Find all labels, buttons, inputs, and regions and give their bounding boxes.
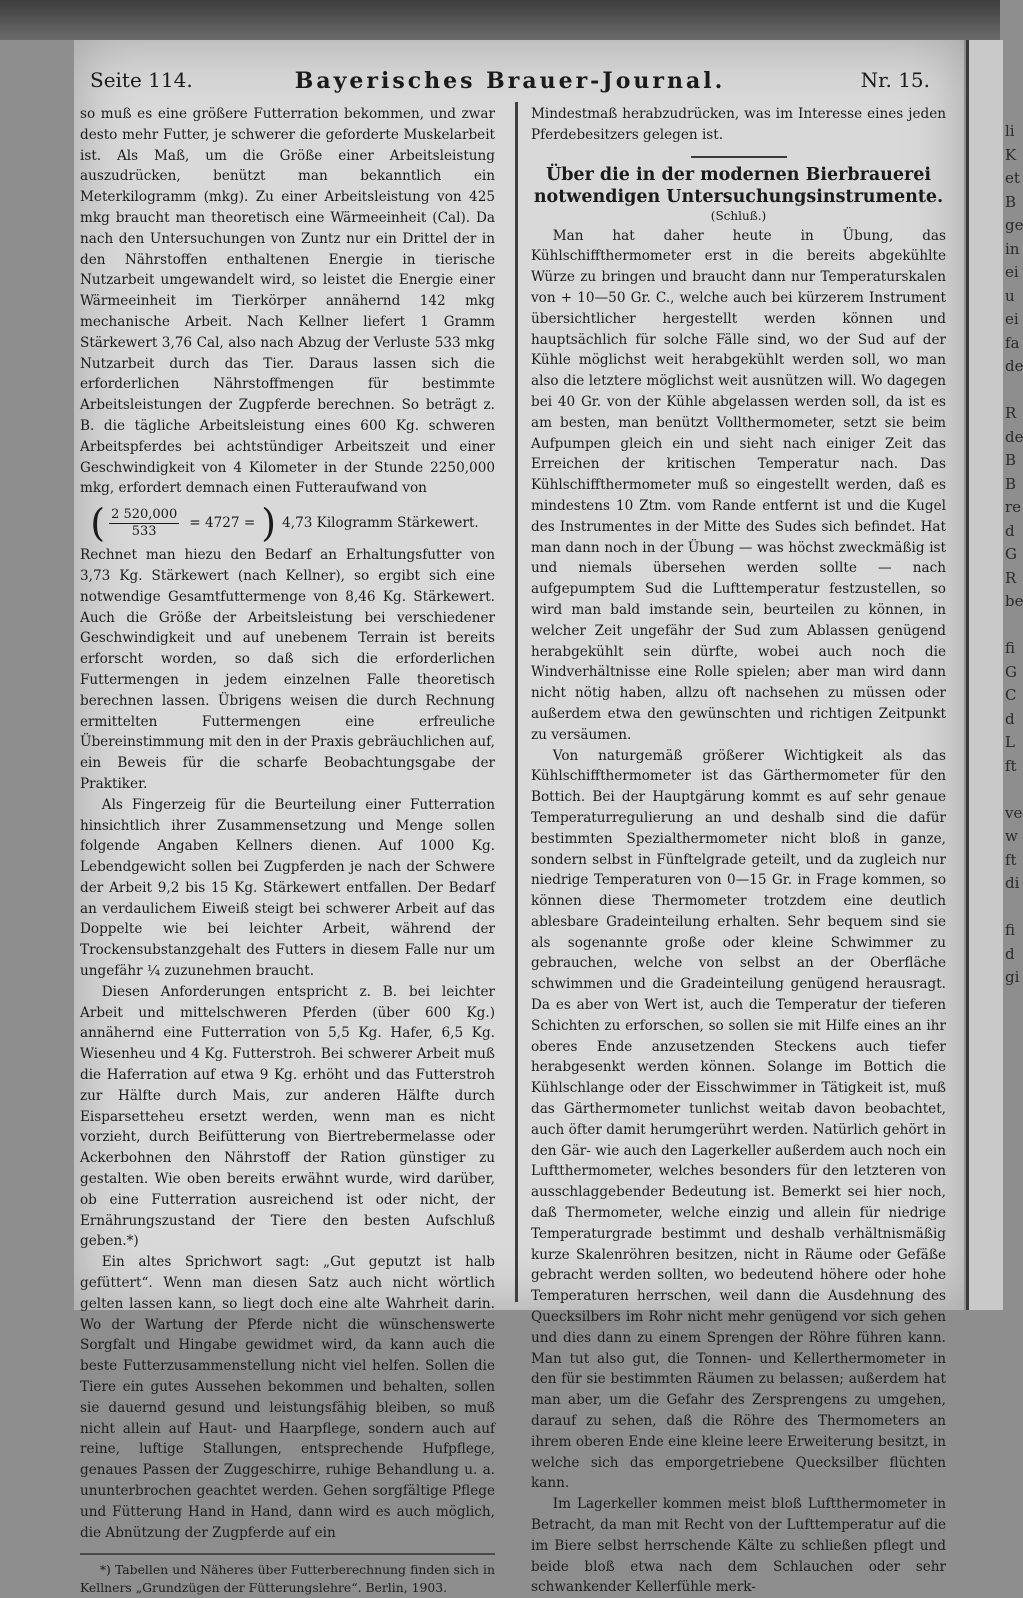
formula-paren-open: ( bbox=[90, 501, 106, 546]
paragraph: Im Lagerkeller kommen meist bloß Luftthermometer in Betracht, da man mit Recht von der Lufttemperatur auf die im Biere selbst herrschende Kälte zu schließen pflegt und beide bloß etwa nach dem Schlauchen oder sehr schwankender Kellerfühle merk- bbox=[531, 1496, 946, 1596]
adjacent-page-fragment: d bbox=[1005, 521, 1015, 540]
scan-border-top bbox=[0, 0, 1000, 40]
adjacent-page-fragment bbox=[987, 379, 1005, 403]
formula-fraction bbox=[109, 507, 179, 540]
adjacent-page-fragment: G bbox=[1005, 545, 1017, 563]
adjacent-page-fragment: L bbox=[1005, 733, 1015, 751]
adjacent-page-fragment: fi bbox=[1005, 921, 1016, 939]
adjacent-page-fragment: K bbox=[1005, 145, 1017, 164]
right-column bbox=[531, 104, 946, 1598]
adjacent-page-fragment: fi bbox=[1005, 639, 1016, 657]
adjacent-page-fragment: ei bbox=[1005, 263, 1019, 281]
adjacent-page-fragment: ft bbox=[1005, 756, 1017, 775]
adjacent-page-fragment: gi bbox=[1005, 968, 1020, 986]
adjacent-page-fragment: d bbox=[1005, 944, 1015, 963]
article-title: Über die in der modernen Bierbrauerei notwendigen Untersuchungsinstrumente. bbox=[533, 164, 944, 207]
adjacent-page-fragment: de bbox=[1005, 357, 1023, 375]
page-header bbox=[90, 68, 930, 96]
column-divider bbox=[515, 102, 518, 1302]
adjacent-page-fragment: B bbox=[1005, 192, 1017, 211]
adjacent-page-fragment: ei bbox=[1005, 310, 1019, 328]
adjacent-page-fragment: R bbox=[1005, 568, 1017, 587]
adjacent-page-fragment: li bbox=[1005, 122, 1015, 140]
adjacent-page-fragment: in bbox=[1005, 239, 1020, 258]
adjacent-page-fragment: d bbox=[1005, 709, 1015, 728]
adjacent-page-fragment: B bbox=[1005, 474, 1017, 493]
paragraph: Rechnet man hiezu den Bedarf an Erhaltungsfutter von 3,73 Kg. Stärkewert (nach Kellner), so ergibt sich eine notwendige Gesamtfuttermenge von 8,46 Kg. Stärkewert. Auch die Größe der Arbeitsleistung bei verschiedener Geschwindigkeit und auf unebenem Terrain ist bereits erforscht worden, so daß sich die erforderlichen Futtermengen in jedem einzelnen Falle theoretisch berechnen lassen. Übrigens weisen die durch Rechnung ermittelten Futtermengen eine erfreuliche Übereinstimmung mit den in der Praxis gebräuchlichen auf, ein Beweis für die scharfe Beobachtungsgabe der Praktiker. bbox=[80, 547, 495, 792]
adjacent-page-fragment: de bbox=[1005, 427, 1023, 446]
paragraph: Als Fingerzeig für die Beurteilung einer Futterration hinsichtlich ihrer Zusammensetzung und Menge sollen folgende Angaben Kellners dienen. Auf 1000 Kg. Lebendgewicht sollen bei Zugpferden je nach der Schwere der Arbeit 9,2 bis 15 Kg. Stärkewert entfallen. Der Bedarf an verdaulichem Eiweiß steigt bei schwerer Arbeit auf das Doppelte wie bei leichter Arbeit, während der Trockensubstanzgehalt des Futters in diesem Falle nur um ungefähr ¼ zuzunehmen braucht. bbox=[80, 796, 495, 980]
formula-unit: 4,73 Kilogramm Stärkewert. bbox=[282, 514, 479, 531]
journal-title: Bayerisches Brauer-Journal. bbox=[294, 68, 726, 94]
adjacent-page-fragment: B bbox=[1005, 451, 1017, 469]
adjacent-page-fragment: di bbox=[1005, 874, 1020, 892]
formula-result: = 4727 = bbox=[189, 514, 256, 531]
issue-number: Nr. 15. bbox=[860, 68, 930, 92]
adjacent-page-fragment: re bbox=[1005, 498, 1022, 516]
footnote-text: *) Tabellen und Näheres über Futterberechnung finden sich in Kellners „Grundzügen der Fütterungslehre“. Berlin, 1903. bbox=[80, 1562, 495, 1596]
adjacent-page-fragment bbox=[987, 896, 1005, 920]
paragraph: Man hat daher heute in Übung, das Kühlschiffthermometer erst in die bereits abgekühlte Würze zu bringen und braucht dann nur Temperaturskalen von + 10—50 Gr. C., welche auch bei kürzerem Instrument übersichtlicher hergestellt werden können und hauptsächlich für solche Fälle sind, wo der Sud auf der Kühle möglichst weit herabgekühlt werden soll, wo man also die letztere möglichst weit ausnützen will. Wo dagegen bei 40 Gr. von der Kühle abgelassen werden soll, da ist es am besten, man benützt Vollthermometer, setzt sie beim Aufpumpen gleich ein und sieht nach einiger Zeit das Erreichen der kritischen Temperatur nach. Das Kühlschiffthermometer muß so eingestellt werden, daß es mindestens 10 Ztm. vom Rande entfernt ist und die Kugel des Instrumentes in der Mitte des Sudes sich befindet. Hat man dann noch in der Übung — was höchst zweckmäßig ist und niemals übersehen werden sollte — nach aufgepumptem Sud die Lufttemperatur festzustellen, so wird man bald imstande sein, beurteilen zu können, in welcher Zeit ungefähr der Sud zum Ablassen genügend herabgekühlt sein dürfte, wobei auch noch die Windverhältnisse eine Rolle spielen; aber man wird dann nicht nötig haben, allzu oft nachsehen zu müssen oder außerdem etwa den gewünschten und richtigen Zeitpunkt zu versäumen. bbox=[531, 227, 946, 743]
adjacent-page-fragment: ft bbox=[1005, 850, 1017, 869]
paragraph: Von naturgemäß größerer Wichtigkeit als das Kühlschiffthermometer ist das Gärthermometer für den Bottich. Bei der Hauptgärung kommt es auf sehr genaue Temperaturregulierung an und deshalb sind die dafür bestimmten Spezialthermometer nicht bloß in ganze, sondern selbst in Fünftelgrade geteilt, und da zugleich nur niedrige Temperaturen von 0—15 Gr. in Frage kommen, so können diese Thermometer trotzdem eine deutlich ablesbare Gradeinteilung erhalten. Sehr bequem sind sie als sogenannte große oder kleine Schwimmer zu gebrauchen, welche von selbst an der Oberfläche schwimmen und die Gradeinteilung genügend herausragt. Da es aber von Wert ist, auch die Temperatur der tieferen Schichten zu erforschen, so sollen sie mit Hilfe eines an ihr oberes Ende anzusetzenden Steckens auch tiefer herabgesenkt werden können. Solange im Bottich die Kühlschlange oder der Eisschwimmer in Tätigkeit ist, muß das Gärthermometer tunlichst weitab davon beobachtet, auch öfter damit herumgerührt werden. Natürlich gehört in den Gär- wie auch den Lagerkeller außerdem auch noch ein Luftthermometer, welches besonders für den letzteren von ausschlaggebender Bedeutung ist. Bemerkt sei hier noch, daß Thermometer, welche einzig und allein für niedrige Temperaturgrade bestimmt und deshalb verhältnismäßig kurze Skalenröhren besitzen, nicht in Räume oder Gefäße gebracht werden sollten, wo bedeutend höhere oder hohe Temperaturen herrschen, weil dann die Ausdehnung des Quecksilbers im Rohr nicht mehr genügend vor sich gehen und dies dann zu einem Sprengen der Röhre führen kann. Man tut also gut, die Tonnen- und Kellerthermometer in den für sie bestimmten Räumen zu belassen; außerdem hat man aber, um die Gefahr des Zersprengens zu umgehen, darauf zu sehen, daß die Röhre des Thermometers an ihrem oberen Ende eine kleine leere Erweiterung besitzt, in welche sich das emporgetriebene Quecksilber flüchten kann. bbox=[531, 747, 946, 1492]
adjacent-page-fragment: C bbox=[1005, 686, 1017, 704]
adjacent-page-strip bbox=[966, 40, 1023, 1310]
paragraph: so muß es eine größere Futterration bekommen, und zwar desto mehr Futter, je schwerer die geforderte Muskelarbeit ist. Als Maß, um die Größe einer Arbeitsleistung auszudrücken, benützt man bekanntlich ein Meterkilogramm (mkg). Zu einer Arbeitsleistung von 425 mkg braucht man theoretisch eine Wärmeeinheit (Cal). Da nach den Untersuchungen von Zuntz nur ein Drittel der in den Nährstoffen enthaltenen Energie in tierische Nutzarbeit umgewandelt wird, so leistet die Energie einer Wärmeeinheit im Tierkörper annähernd 142 mkg mechanische Arbeit. Nach Kellner liefert 1 Gramm Stärkewert 3,76 Cal, also nach Abzug der Verluste 533 mkg Nutzarbeit durch das Tier. Daraus lassen sich die erforderlichen Nährstoffmengen für bestimmte Arbeitsleistungen der Zugpferde berechnen. So beträgt z. B. die tägliche Arbeitsleistung eines 600 Kg. schweren Arbeitspferdes bei achtstündiger Arbeitszeit und einer Geschwindigkeit von 4 Kilometer in der Stunde 2250,000 mkg, erfordert demnach einen Futteraufwand von bbox=[80, 106, 495, 497]
paragraph: Diesen Anforderungen entspricht z. B. bei leichter Arbeit und mittelschweren Pferden (über 600 Kg.) annähernd eine Futterration von 5,5 Kg. Hafer, 6,5 Kg. Wiesenheu und 4 Kg. Futterstroh. Bei schwerer Arbeit muß die Haferration auf etwa 9 Kg. erhöht und das Futterstroh zur Hälfte durch Mais, zur anderen Hälfte durch Eisparsetteheu ersetzt werden, wenn man es nicht vorzieht, durch Beifütterung von Biertrebermelasse oder Ackerbohnen den Nährstoff der Ration günstiger zu gestalten. Wie oben bereits erwähnt wurde, wird darüber, ob eine Futterration ausreichend ist oder nicht, der Ernährungszustand der Tiere den besten Aufschluß geben.*) bbox=[80, 983, 495, 1250]
page-number: Seite 114. bbox=[90, 68, 193, 92]
adjacent-page-fragment: fa bbox=[1005, 333, 1020, 352]
adjacent-page-fragment: u bbox=[1005, 286, 1015, 305]
formula bbox=[80, 501, 495, 546]
adjacent-page-fragment: G bbox=[1005, 662, 1017, 681]
adjacent-page-fragment: be bbox=[1005, 592, 1023, 610]
adjacent-page-fragment: w bbox=[1005, 827, 1018, 845]
adjacent-page-fragment: ve bbox=[1005, 803, 1023, 822]
adjacent-page-fragment bbox=[987, 778, 1005, 802]
article-subtitle: (Schluß.) bbox=[710, 208, 767, 223]
adjacent-page-fragment: ge bbox=[1005, 216, 1023, 234]
footnote bbox=[80, 1553, 495, 1597]
formula-numerator: 2 520,000 bbox=[111, 506, 178, 522]
paragraph: Mindestmaß herabzudrücken, was im Interesse eines jeden Pferdebesitzers gelegen ist. bbox=[531, 106, 946, 143]
adjacent-page-text bbox=[969, 120, 1023, 990]
left-column bbox=[80, 104, 495, 1597]
formula-paren-close: ) bbox=[261, 501, 277, 546]
adjacent-page-fragment bbox=[987, 614, 1005, 638]
article-separator bbox=[691, 156, 787, 158]
formula-denominator: 533 bbox=[131, 523, 157, 539]
paragraph: Ein altes Sprichwort sagt: „Gut geputzt ist halb gefüttert“. Wenn man diesen Satz auch nicht wörtlich gelten lassen kann, so liegt doch eine alte Wahrheit darin. Wo der Wartung der Pferde nicht die wünschenswerte Sorgfalt und Hingabe gewidmet wird, da kann auch die beste Futterzusammenstellung nicht viel helfen. Sollen die Tiere ein gutes Aussehen bekommen und behalten, sollen sie dauernd gesund und leistungsfähig bleiben, so muß nicht allein auf Haut- und Haarpflege, sondern auch auf reine, luftige Stallungen, entsprechende Hufpflege, genaues Passen der Zuggeschirre, ruhige Behandlung u. a. ununterbrochen geachtet werden. Gehen sorgfältige Pflege und Fütterung Hand in Hand, dann wird es auch möglich, die Abnützung der Zugpferde auf ein bbox=[80, 1254, 495, 1541]
adjacent-page-fragment: R bbox=[1005, 404, 1017, 422]
adjacent-page-fragment: et bbox=[1005, 169, 1020, 187]
